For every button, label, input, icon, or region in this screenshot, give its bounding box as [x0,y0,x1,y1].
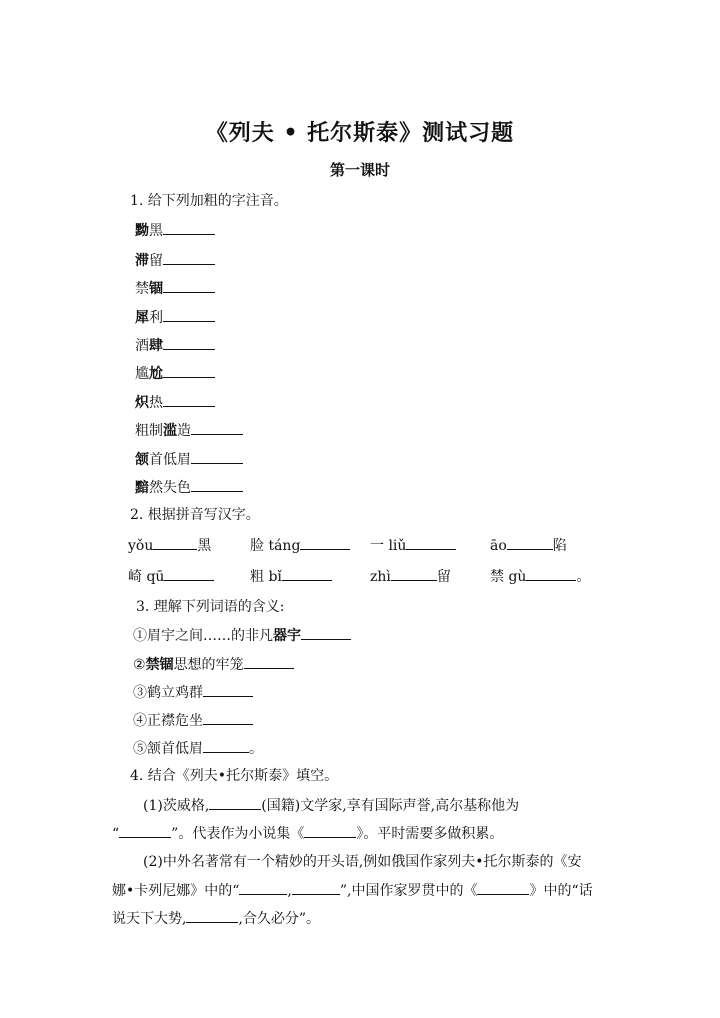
answer-blank[interactable] [244,654,294,669]
q1-item: 黯然失色 [135,477,243,498]
q4-paragraph-2-line-3: 说天下大势, ,合久必分”。 [112,908,320,929]
answer-blank[interactable] [203,682,253,697]
answer-blank[interactable] [282,566,332,581]
answer-blank[interactable] [304,823,356,838]
answer-blank[interactable] [239,880,287,895]
q3-item: ③鹤立鸡群 [133,682,253,703]
q1-item: 黝黑 [135,220,215,241]
q1-item: 尴尬 [135,363,215,384]
q1-item: 禁锢 [135,278,215,299]
q4-paragraph-2-line-1: (2)中外名著常有一个精妙的开头语,例如俄国作家列夫•托尔斯泰的《安 [143,854,582,870]
answer-blank[interactable] [391,566,437,581]
q4-heading: 4. 结合《列夫•托尔斯泰》填空。 [130,768,339,784]
q4-paragraph-2-line-2: 娜•卡列尼娜》中的“ , ”,中国作家罗贯中的《 》中的“话 [112,880,593,901]
answer-blank[interactable] [477,880,529,895]
q3-item: ⑤颔首低眉 。 [133,738,263,759]
q4-paragraph-1-line-1: (1)茨威格, (国籍)文学家,享有国际声誉,高尔基称他为 [143,795,519,816]
q1-heading: 1. 给下列加粗的字注音。 [130,193,288,209]
q2-item: yǒu 黑 [128,535,211,556]
q1-item: 酒肆 [135,335,215,356]
q3-heading: 3. 理解下列词语的含义: [136,599,285,615]
answer-blank[interactable] [164,566,214,581]
answer-blank[interactable] [119,823,171,838]
answer-blank[interactable] [191,449,243,464]
answer-blank[interactable] [507,535,553,550]
answer-blank[interactable] [163,363,215,378]
answer-blank[interactable] [406,535,456,550]
answer-blank[interactable] [191,420,243,435]
answer-blank[interactable] [163,335,215,350]
q2-heading: 2. 根据拼音写汉字。 [130,507,260,523]
answer-blank[interactable] [153,535,197,550]
answer-blank[interactable] [300,535,350,550]
answer-blank[interactable] [163,392,215,407]
q3-item: ①眉宇之间……的非凡器宇 [133,625,351,646]
q3-item: ②禁锢思想的牢笼 [133,654,294,675]
answer-blank[interactable] [186,908,238,923]
answer-blank[interactable] [163,250,215,265]
q2-item: zhì 留 [370,566,451,587]
q2-item: 崎 qū [128,566,214,587]
answer-blank[interactable] [209,795,261,810]
page-subtitle: 第一课时 [329,161,390,179]
q1-item: 滞留 [135,250,215,271]
answer-blank[interactable] [292,880,340,895]
q4-paragraph-1-line-2: “ ”。代表作为小说集《 》。平时需要多做积累。 [112,823,503,844]
q1-item: 粗制滥造 [135,420,243,441]
q3-item: ④正襟危坐 [133,710,253,731]
q2-item: 粗 bǐ [250,566,332,587]
q2-item: 脸 táng [250,535,350,556]
answer-blank[interactable] [163,307,215,322]
answer-blank[interactable] [203,738,249,753]
q1-item: 颔首低眉 [135,449,243,470]
answer-blank[interactable] [526,566,576,581]
q1-item: 炽热 [135,392,215,413]
q2-item: āo 陷 [490,535,567,556]
q2-item: 禁 gù 。 [490,566,590,587]
answer-blank[interactable] [203,710,253,725]
answer-blank[interactable] [163,220,215,235]
q2-item: 一 liǔ [370,535,456,556]
page-title: 《列夫 • 托尔斯泰》测试习题 [205,120,515,146]
q1-item: 犀利 [135,307,215,328]
answer-blank[interactable] [301,625,351,640]
answer-blank[interactable] [163,278,215,293]
answer-blank[interactable] [191,477,243,492]
